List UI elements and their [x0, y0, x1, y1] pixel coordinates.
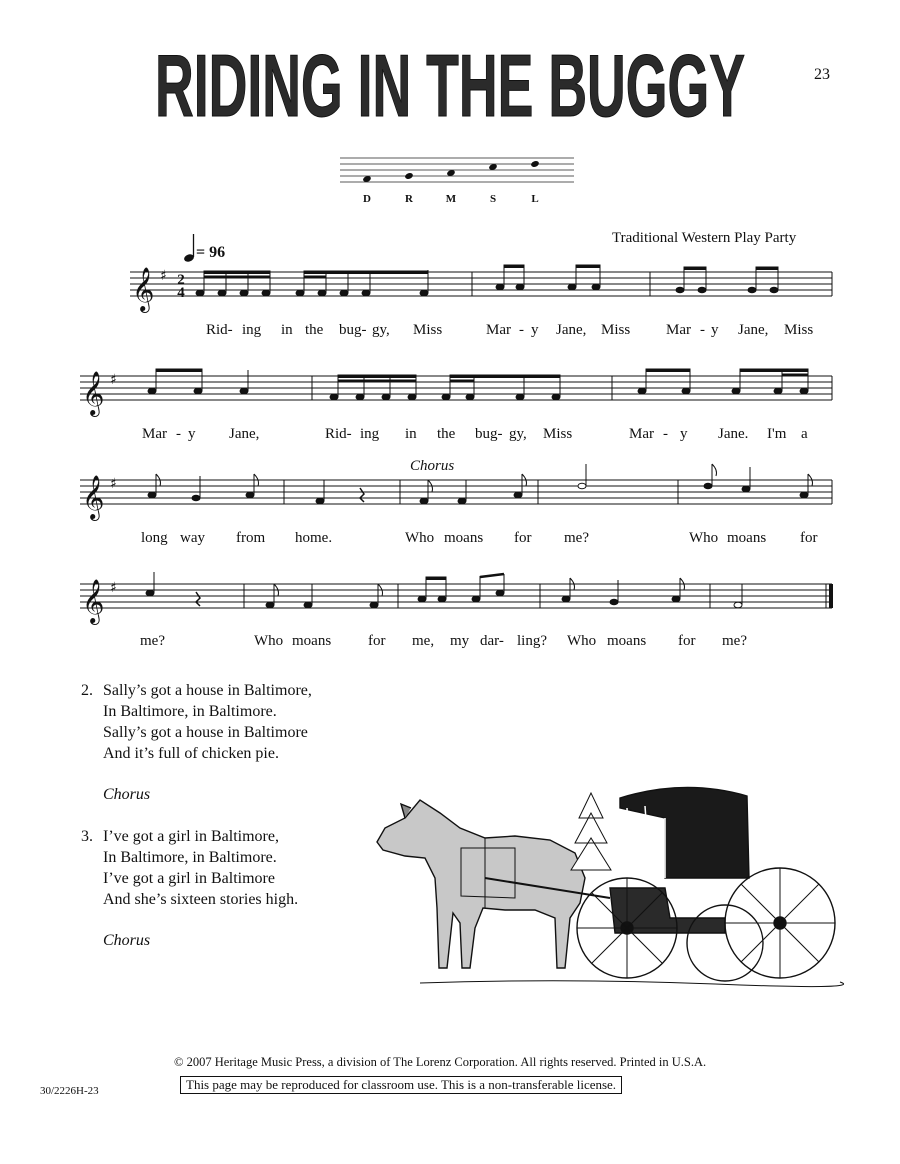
sharp-icon: ♯ — [110, 372, 117, 388]
time-signature-top: 2 — [177, 272, 185, 288]
solfege-d: D — [363, 193, 371, 205]
verse-number: 3. — [81, 828, 93, 845]
lyric: - — [663, 426, 668, 442]
lyric: Jane, — [738, 322, 769, 338]
title-text: RIDING IN THE BUGGY — [155, 38, 745, 128]
lyric: my — [450, 633, 470, 649]
copyright-notice: © 2007 Heritage Music Press, a division of The Lorenz Corporation. All rights reserved. Printed in U.S.A. — [174, 1055, 707, 1069]
sharp-icon: ♯ — [160, 268, 167, 284]
treble-clef-icon: 𝄞 — [82, 371, 105, 415]
lyric: moans — [444, 530, 484, 546]
catalog-code: 30/2226H-23 — [40, 1085, 99, 1097]
lyric: for — [514, 530, 532, 546]
verse-2 — [81, 680, 312, 764]
lyric: Jane, — [229, 426, 260, 442]
lyric: me? — [722, 633, 747, 649]
solfege-m: M — [445, 193, 457, 205]
lyric: ing — [360, 426, 380, 442]
verse-number: 2. — [81, 682, 93, 699]
lyric: y — [188, 426, 196, 442]
lyric: for — [800, 530, 818, 546]
lyric: way — [180, 530, 205, 546]
verse-line: I’ve got a girl in Baltimore — [103, 870, 275, 887]
horse-and-buggy-illustration — [365, 778, 845, 993]
treble-clef-icon: 𝄞 — [82, 475, 105, 519]
lyric: Miss — [413, 322, 443, 338]
lyric: the — [305, 322, 324, 338]
lyric: gy, — [372, 322, 390, 338]
lyric: me? — [564, 530, 589, 546]
time-signature-bottom: 4 — [177, 285, 185, 301]
treble-clef-icon: 𝄞 — [132, 267, 155, 311]
verse-line: Sally’s got a house in Baltimore, — [103, 682, 312, 699]
verse-line: I’ve got a girl in Baltimore, — [103, 828, 279, 845]
solfege-s: S — [489, 193, 497, 205]
lyric: bug- — [339, 322, 367, 338]
lyric: Who — [689, 530, 719, 546]
verse-line: Sally’s got a house in Baltimore — [103, 724, 308, 741]
treble-clef-icon: 𝄞 — [82, 579, 105, 623]
chorus-reference: Chorus — [103, 786, 151, 803]
solfege-l: L — [531, 193, 539, 205]
lyric: Miss — [601, 322, 631, 338]
lyric: Mar — [486, 322, 511, 338]
chorus-label: Chorus — [410, 458, 455, 474]
verse-line: And it’s full of chicken pie. — [103, 745, 279, 762]
solfege-r: R — [405, 193, 413, 205]
lyric: Miss — [784, 322, 814, 338]
lyric: for — [368, 633, 386, 649]
lyric: Mar — [666, 322, 691, 338]
sharp-icon: ♯ — [110, 476, 117, 492]
lyric: moans — [292, 633, 332, 649]
verse-3 — [81, 826, 298, 910]
tempo-value: = 96 — [196, 244, 226, 261]
sharp-icon: ♯ — [110, 580, 117, 596]
lyric: I'm — [767, 426, 787, 442]
lyric: Miss — [543, 426, 573, 442]
lyric: in — [281, 322, 293, 338]
lyric: Rid- — [325, 426, 352, 442]
lyric: Rid- — [206, 322, 233, 338]
verse-line: In Baltimore, in Baltimore. — [103, 703, 277, 720]
page-number: 23 — [814, 66, 830, 83]
lyric: ing — [242, 322, 262, 338]
lyric: long — [141, 530, 168, 546]
lyric: a — [801, 426, 808, 442]
lyric: Jane. — [718, 426, 749, 442]
lyric: y — [531, 322, 539, 338]
lyric: y — [680, 426, 688, 442]
lyric: moans — [607, 633, 647, 649]
lyric: for — [678, 633, 696, 649]
lyric: gy, — [509, 426, 527, 442]
lyric: moans — [727, 530, 767, 546]
lyric: me? — [140, 633, 165, 649]
lyric: the — [437, 426, 456, 442]
lyric: ling? — [517, 633, 547, 649]
lyric: Mar — [142, 426, 167, 442]
lyric: - — [176, 426, 181, 442]
lyric: Jane, — [556, 322, 587, 338]
attribution: Traditional Western Play Party — [612, 230, 797, 246]
verse-line: In Baltimore, in Baltimore. — [103, 849, 277, 866]
lyric: bug- — [475, 426, 503, 442]
lyric: - — [700, 322, 705, 338]
lyric: dar- — [480, 633, 504, 649]
horse-icon — [377, 800, 585, 968]
lyric: me, — [412, 633, 435, 649]
verse-line: And she’s sixteen stories high. — [103, 891, 299, 908]
lyric: home. — [295, 530, 333, 546]
lyric: from — [236, 530, 266, 546]
license-notice: This page may be reproduced for classroom use. This is a non-transferable license. — [180, 1076, 622, 1094]
lyric: - — [519, 322, 524, 338]
lyric: Who — [567, 633, 597, 649]
chorus-reference: Chorus — [103, 932, 151, 949]
lyric: Mar — [629, 426, 654, 442]
lyric: in — [405, 426, 417, 442]
lyric: y — [711, 322, 719, 338]
lyric: Who — [405, 530, 435, 546]
lyric: Who — [254, 633, 284, 649]
